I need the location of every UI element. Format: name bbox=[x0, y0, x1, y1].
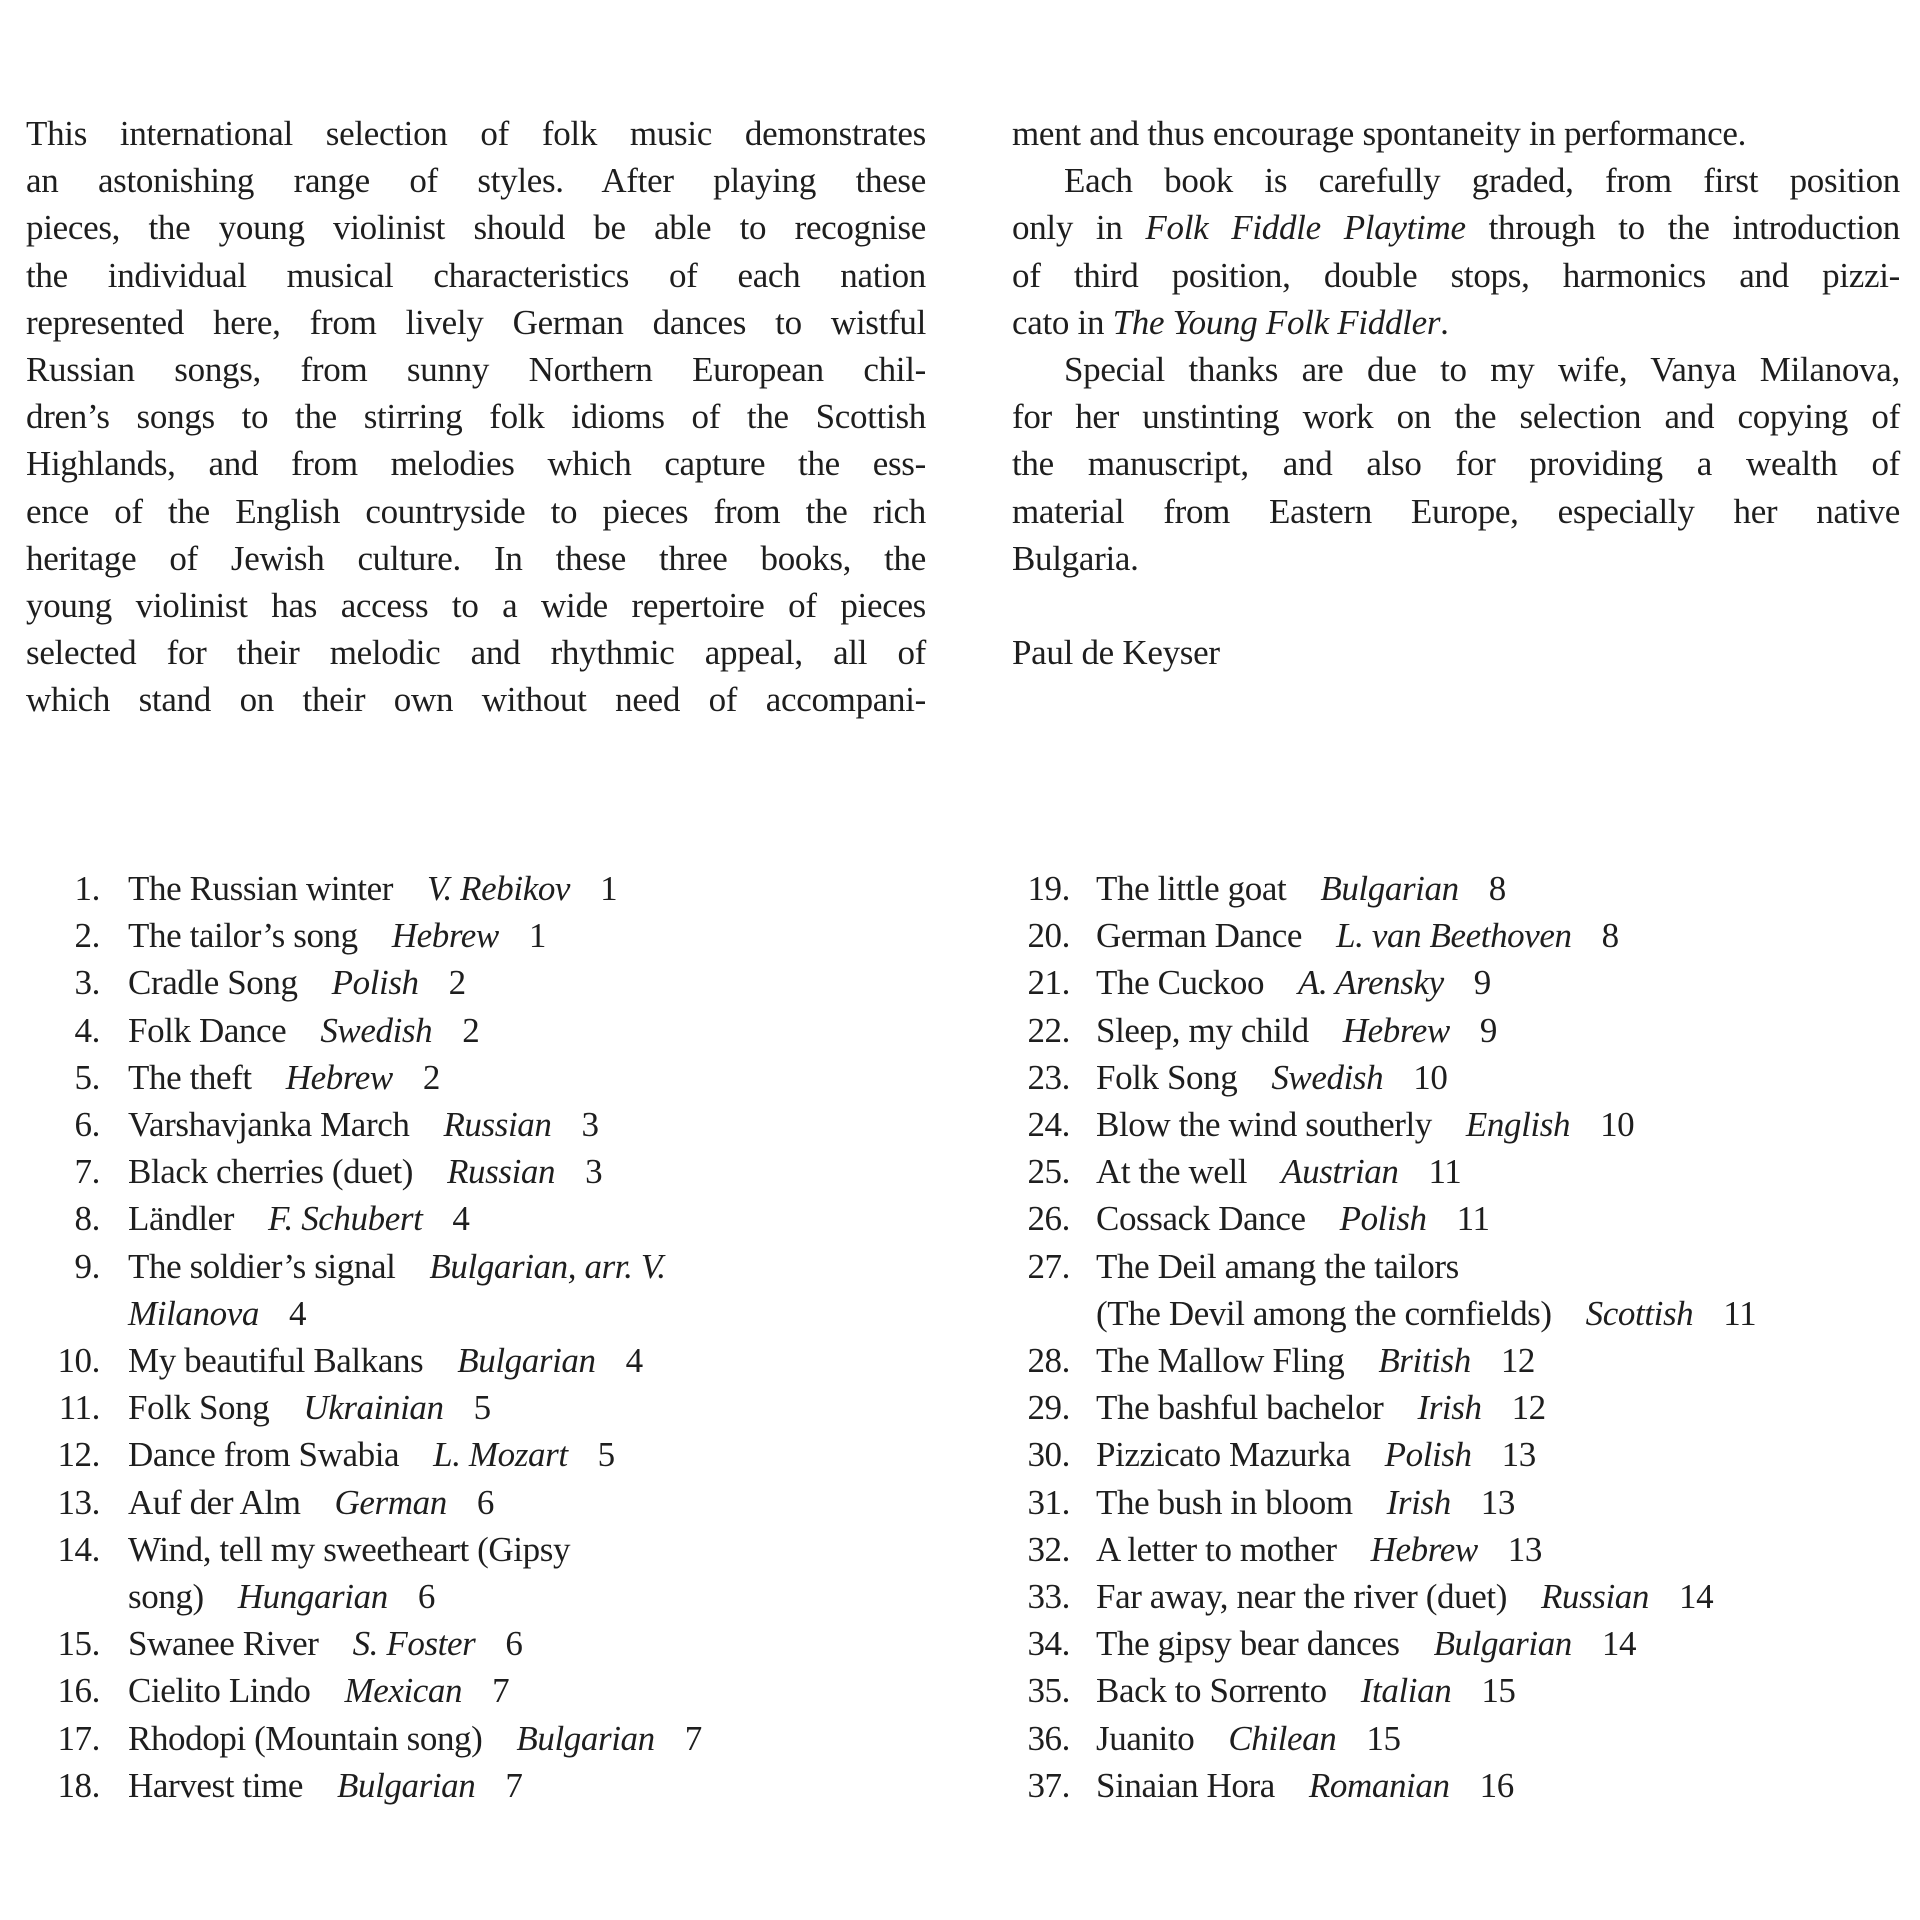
entry-number: 5. bbox=[74, 1057, 100, 1097]
entry-page-number: 8 bbox=[1601, 916, 1619, 956]
intro-line: the individual musical characteristics of each nation bbox=[26, 255, 926, 295]
entry-body bbox=[128, 1054, 960, 1101]
entry-origin: Bulgarian bbox=[1320, 869, 1459, 908]
intro-line: for her unstinting work on the selection and copying of bbox=[1012, 397, 1900, 437]
entry-page-number: 12 bbox=[1500, 1341, 1536, 1381]
intro-line: an astonishing range of styles. After playing these bbox=[26, 161, 926, 201]
entry-number: 4. bbox=[74, 1010, 100, 1050]
entry-title: At the well bbox=[1096, 1152, 1248, 1192]
contents-entry bbox=[20, 1431, 960, 1478]
entry-body bbox=[128, 1007, 960, 1054]
entry-origin: Romanian bbox=[1308, 1765, 1450, 1805]
entry-page-number: 16 bbox=[1479, 1765, 1514, 1805]
entry-title: Auf der Alm bbox=[128, 1482, 301, 1522]
entry-title: Folk Song bbox=[128, 1388, 270, 1428]
intro-line: young violinist has access to a wide repertoire of pieces bbox=[26, 586, 926, 626]
entry-number: 16. bbox=[57, 1671, 100, 1711]
entry-origin: Hebrew bbox=[1342, 1010, 1450, 1050]
intro-line: heritage of Jewish culture. In these three books, the bbox=[26, 538, 926, 578]
contents-entry bbox=[20, 1479, 960, 1526]
entry-title: Wind, tell my sweetheart (Gipsy bbox=[128, 1529, 571, 1569]
entry-page-number: 5 bbox=[473, 1388, 491, 1428]
intro-line bbox=[1012, 299, 1900, 346]
entry-body bbox=[1096, 865, 1908, 912]
entry-body bbox=[1096, 1762, 1908, 1809]
entry-page-number: 9 bbox=[1479, 1010, 1497, 1050]
entry-origin: S. Foster bbox=[352, 1624, 476, 1664]
contents-entry bbox=[20, 1054, 960, 1101]
entry-body bbox=[1096, 1620, 1908, 1667]
entry-number: 25. bbox=[1027, 1152, 1070, 1192]
entry-body bbox=[1096, 1526, 1908, 1573]
entry-origin: F. Schubert bbox=[268, 1199, 423, 1239]
intro-line: pieces, the young violinist should be able to recognise bbox=[26, 208, 926, 248]
book-title-young-folk-fiddler: The Young Folk Fiddler bbox=[1112, 302, 1441, 342]
entry-title: Folk Song bbox=[1096, 1057, 1238, 1097]
entry-title: Pizzicato Mazurka bbox=[1096, 1435, 1351, 1475]
entry-body bbox=[1096, 1479, 1908, 1526]
contents-entry bbox=[1008, 959, 1908, 1006]
entry-title: The soldier’s signal bbox=[128, 1246, 396, 1286]
entry-number: 1. bbox=[74, 869, 100, 908]
contents-entry bbox=[20, 1762, 960, 1809]
contents-entry bbox=[1008, 1054, 1908, 1101]
contents-entry bbox=[20, 1243, 960, 1337]
entry-body bbox=[1096, 1148, 1908, 1195]
text-run: through to the introduction bbox=[1465, 208, 1900, 248]
entry-body bbox=[128, 1762, 960, 1809]
entry-number: 2. bbox=[74, 916, 100, 956]
entry-origin-continued: Milanova bbox=[128, 1293, 259, 1333]
entry-page-number: 15 bbox=[1366, 1718, 1401, 1758]
entry-origin: Austrian bbox=[1281, 1152, 1399, 1192]
contents-entry bbox=[20, 1007, 960, 1054]
entry-body bbox=[1096, 1054, 1908, 1101]
entry-title: Cossack Dance bbox=[1096, 1199, 1306, 1239]
entry-number: 15. bbox=[57, 1624, 100, 1664]
entry-origin: Chilean bbox=[1228, 1718, 1337, 1758]
entry-title: Varshavjanka March bbox=[128, 1105, 410, 1145]
intro-left-column bbox=[26, 110, 926, 724]
entry-number: 9. bbox=[74, 1246, 100, 1286]
intro-line: the manuscript, and also for providing a wealth of bbox=[1012, 444, 1900, 484]
entry-page-number: 2 bbox=[448, 963, 466, 1003]
contents-entry bbox=[20, 865, 960, 912]
entry-page-number: 6 bbox=[417, 1577, 435, 1617]
contents-entry bbox=[1008, 1715, 1908, 1762]
contents-entry bbox=[1008, 1148, 1908, 1195]
contents-entry bbox=[1008, 1526, 1908, 1573]
intro-line: material from Eastern Europe, especially her native bbox=[1012, 491, 1900, 531]
intro-line: Special thanks are due to my wife, Vanya Milanova, bbox=[1064, 350, 1900, 390]
entry-origin: A. Arensky bbox=[1298, 963, 1444, 1003]
contents-entry bbox=[1008, 1101, 1908, 1148]
entry-origin: Russian bbox=[443, 1105, 552, 1145]
entry-page-number: 6 bbox=[505, 1624, 523, 1664]
entry-page-number: 10 bbox=[1413, 1057, 1448, 1097]
entry-title: The bush in bloom bbox=[1096, 1482, 1353, 1522]
contents-entry bbox=[1008, 1195, 1908, 1242]
entry-number: 3. bbox=[74, 963, 100, 1003]
entry-title: Harvest time bbox=[128, 1765, 304, 1805]
entry-title: Blow the wind southerly bbox=[1096, 1105, 1432, 1145]
entry-number: 30. bbox=[1027, 1435, 1070, 1475]
contents-entry bbox=[20, 1715, 960, 1762]
entry-title: Ländler bbox=[128, 1199, 235, 1239]
contents-entry bbox=[1008, 1007, 1908, 1054]
contents-entry bbox=[1008, 1431, 1908, 1478]
entry-body bbox=[128, 1337, 960, 1384]
entry-number: 12. bbox=[57, 1435, 100, 1475]
entry-page-number: 4 bbox=[288, 1293, 307, 1333]
entry-line bbox=[128, 1526, 960, 1573]
entry-body bbox=[1096, 1667, 1908, 1714]
contents-entry bbox=[1008, 1479, 1908, 1526]
entry-body bbox=[128, 1148, 960, 1195]
text-run: cato in bbox=[1012, 302, 1113, 342]
entry-body bbox=[128, 1479, 960, 1526]
entry-body bbox=[1096, 1337, 1908, 1384]
intro-line: Bulgaria. bbox=[1012, 538, 1139, 578]
entry-number: 7. bbox=[74, 1152, 100, 1192]
entry-origin: Ukrainian bbox=[303, 1388, 444, 1428]
contents-list-left bbox=[20, 865, 960, 1809]
entry-number: 19. bbox=[1027, 869, 1070, 908]
contents-entry bbox=[1008, 1337, 1908, 1384]
intro-paragraph-1-continued bbox=[1012, 110, 1900, 157]
entry-title: The little goat bbox=[1096, 869, 1287, 908]
entry-body bbox=[128, 1243, 960, 1337]
entry-origin: V. Rebikov bbox=[426, 869, 571, 908]
entry-page-number: 10 bbox=[1600, 1105, 1635, 1145]
intro-line: This international selection of folk music demonstrates bbox=[26, 114, 926, 153]
entry-page-number: 9 bbox=[1473, 963, 1491, 1003]
entry-title: Rhodopi (Mountain song) bbox=[128, 1718, 483, 1758]
entry-line bbox=[128, 1243, 960, 1290]
entry-body bbox=[128, 1384, 960, 1431]
entry-title: Back to Sorrento bbox=[1096, 1671, 1327, 1711]
entry-body bbox=[1096, 1007, 1908, 1054]
entry-body bbox=[1096, 1243, 1908, 1337]
entry-number: 35. bbox=[1027, 1671, 1070, 1711]
entry-line bbox=[128, 1573, 960, 1620]
contents-entry bbox=[20, 912, 960, 959]
entry-origin: German bbox=[334, 1482, 447, 1522]
entry-body bbox=[1096, 1195, 1908, 1242]
entry-body bbox=[128, 1620, 960, 1667]
entry-page-number: 11 bbox=[1723, 1293, 1757, 1333]
entry-body bbox=[128, 1431, 960, 1478]
entry-origin: L. van Beethoven bbox=[1336, 916, 1572, 956]
entry-body bbox=[1096, 1715, 1908, 1762]
contents-entry bbox=[20, 1620, 960, 1667]
entry-body bbox=[1096, 1384, 1908, 1431]
entry-number: 11. bbox=[58, 1388, 100, 1428]
entry-title: My beautiful Balkans bbox=[128, 1341, 424, 1381]
entry-title: The theft bbox=[128, 1057, 252, 1097]
entry-number: 36. bbox=[1027, 1718, 1070, 1758]
entry-origin: Swedish bbox=[320, 1010, 433, 1050]
contents-entry bbox=[20, 1101, 960, 1148]
entry-origin: L. Mozart bbox=[433, 1435, 568, 1475]
entry-page-number: 3 bbox=[585, 1152, 603, 1192]
intro-paragraph-1 bbox=[26, 110, 926, 724]
contents-entry bbox=[20, 1148, 960, 1195]
entry-origin: Hebrew bbox=[391, 916, 499, 956]
contents-entry bbox=[20, 959, 960, 1006]
entry-number: 26. bbox=[1027, 1199, 1070, 1239]
entry-origin: Hungarian bbox=[237, 1577, 388, 1617]
entry-page-number: 7 bbox=[492, 1671, 510, 1711]
intro-line: selected for their melodic and rhythmic appeal, all of bbox=[26, 633, 926, 673]
entry-page-number: 4 bbox=[452, 1199, 470, 1239]
entry-page-number: 2 bbox=[422, 1057, 440, 1097]
intro-line: dren’s songs to the stirring folk idioms of the Scottish bbox=[26, 397, 926, 437]
entry-body bbox=[128, 1526, 960, 1620]
entry-origin: Bulgarian, arr. V. bbox=[429, 1246, 666, 1286]
entry-page-number: 12 bbox=[1511, 1388, 1546, 1428]
entry-body bbox=[128, 912, 960, 959]
entry-number: 31. bbox=[1027, 1482, 1070, 1522]
entry-page-number: 7 bbox=[684, 1718, 702, 1758]
entry-page-number: 13 bbox=[1480, 1482, 1515, 1522]
contents-entry bbox=[20, 1526, 960, 1620]
entry-number: 13. bbox=[57, 1482, 100, 1522]
entry-title: The Russian winter bbox=[128, 869, 393, 908]
entry-number: 20. bbox=[1027, 916, 1070, 956]
entry-origin: Bulgarian bbox=[337, 1765, 476, 1805]
entry-body bbox=[128, 1195, 960, 1242]
entry-body bbox=[128, 865, 960, 912]
entry-page-number: 11 bbox=[1456, 1199, 1490, 1239]
contents-entry bbox=[1008, 1384, 1908, 1431]
entry-number: 17. bbox=[57, 1718, 100, 1758]
entry-number: 23. bbox=[1027, 1057, 1070, 1097]
entry-origin: Polish bbox=[1384, 1435, 1472, 1475]
contents-entry bbox=[20, 1195, 960, 1242]
intro-line: ence of the English countryside to pieces from the rich bbox=[26, 491, 926, 531]
entry-page-number: 13 bbox=[1501, 1435, 1536, 1475]
entry-page-number: 11 bbox=[1428, 1152, 1462, 1192]
entry-origin: British bbox=[1378, 1341, 1471, 1381]
text-run: only in bbox=[1012, 208, 1146, 248]
entry-title: The Deil amang the tailors bbox=[1096, 1246, 1459, 1286]
entry-origin: Polish bbox=[331, 963, 419, 1003]
entry-number: 10. bbox=[57, 1341, 100, 1381]
entry-page-number: 13 bbox=[1507, 1529, 1542, 1569]
contents-entry bbox=[1008, 865, 1908, 912]
entry-body bbox=[128, 1667, 960, 1714]
intro-paragraph-2 bbox=[1012, 157, 1900, 346]
entry-page-number: 3 bbox=[581, 1105, 599, 1145]
entry-origin: Scottish bbox=[1585, 1293, 1694, 1333]
entry-title: Dance from Swabia bbox=[128, 1435, 400, 1475]
entry-number: 21. bbox=[1027, 963, 1070, 1003]
intro-paragraph-3 bbox=[1012, 346, 1900, 582]
entry-origin: Mexican bbox=[344, 1671, 463, 1711]
entry-number: 18. bbox=[57, 1765, 100, 1805]
entry-line bbox=[128, 1290, 960, 1337]
entry-origin: Italian bbox=[1360, 1671, 1452, 1711]
entry-page-number: 6 bbox=[476, 1482, 494, 1522]
intro-line: represented here, from lively German dances to wistful bbox=[26, 302, 926, 342]
intro-line: ment and thus encourage spontaneity in performance. bbox=[1012, 114, 1747, 153]
entry-line bbox=[1096, 1290, 1908, 1337]
entry-number: 33. bbox=[1027, 1577, 1070, 1617]
entry-number: 32. bbox=[1027, 1529, 1070, 1569]
entry-title: Black cherries (duet) bbox=[128, 1152, 414, 1192]
entry-page-number: 2 bbox=[462, 1010, 480, 1050]
entry-page-number: 4 bbox=[625, 1341, 643, 1381]
entry-origin: Bulgarian bbox=[516, 1718, 655, 1758]
entry-title: The tailor’s song bbox=[128, 916, 358, 956]
entry-title: A letter to mother bbox=[1096, 1529, 1337, 1569]
book-title-folk-fiddle-playtime: Folk Fiddle Playtime bbox=[1145, 208, 1466, 248]
contents-entry bbox=[1008, 1620, 1908, 1667]
entry-origin: Bulgarian bbox=[1433, 1624, 1572, 1664]
entry-title: Cradle Song bbox=[128, 963, 298, 1003]
entry-page-number: 8 bbox=[1488, 869, 1506, 908]
entry-origin: Irish bbox=[1417, 1388, 1482, 1428]
entry-origin: Hebrew bbox=[1370, 1529, 1478, 1569]
entry-title: Juanito bbox=[1096, 1718, 1195, 1758]
entry-number: 6. bbox=[74, 1105, 100, 1145]
intro-line: Highlands, and from melodies which capture the ess- bbox=[26, 444, 926, 484]
entry-page-number: 14 bbox=[1679, 1577, 1714, 1617]
contents-entry bbox=[20, 1667, 960, 1714]
contents-entry bbox=[1008, 1243, 1908, 1337]
entry-body bbox=[1096, 1431, 1908, 1478]
entry-title: Folk Dance bbox=[128, 1010, 287, 1050]
text-run: . bbox=[1440, 302, 1449, 342]
entry-origin: Irish bbox=[1386, 1482, 1451, 1522]
contents-entry bbox=[1008, 1762, 1908, 1809]
entry-body bbox=[1096, 912, 1908, 959]
entry-title: Sinaian Hora bbox=[1096, 1765, 1275, 1805]
contents-entry bbox=[1008, 1667, 1908, 1714]
intro-right-column bbox=[1012, 110, 1900, 676]
entry-page-number: 7 bbox=[505, 1765, 523, 1805]
entry-page-number: 15 bbox=[1481, 1671, 1516, 1711]
entry-title: German Dance bbox=[1096, 916, 1303, 956]
entry-origin: Russian bbox=[1540, 1577, 1649, 1617]
intro-line: of third position, double stops, harmonics and pizzi- bbox=[1012, 255, 1900, 295]
entry-title-continued: (The Devil among the cornfields) bbox=[1096, 1293, 1552, 1333]
contents-entry bbox=[1008, 1573, 1908, 1620]
entry-number: 22. bbox=[1027, 1010, 1070, 1050]
entry-body bbox=[1096, 959, 1908, 1006]
contents-list-right bbox=[1008, 865, 1908, 1809]
intro-line: Russian songs, from sunny Northern European chil- bbox=[26, 350, 926, 390]
entry-origin: Hebrew bbox=[285, 1057, 393, 1097]
entry-number: 28. bbox=[1027, 1341, 1070, 1381]
entry-origin: Bulgarian bbox=[457, 1341, 596, 1381]
entry-page-number: 5 bbox=[597, 1435, 615, 1475]
entry-body bbox=[128, 959, 960, 1006]
entry-number: 14. bbox=[57, 1529, 100, 1569]
author-signature: Paul de Keyser bbox=[1012, 633, 1220, 673]
intro-line bbox=[1012, 204, 1900, 251]
contents-entry bbox=[20, 1384, 960, 1431]
entry-origin: English bbox=[1465, 1105, 1571, 1145]
entry-title: Swanee River bbox=[128, 1624, 319, 1664]
entry-number: 29. bbox=[1027, 1388, 1070, 1428]
entry-origin: Swedish bbox=[1271, 1057, 1384, 1097]
entry-title: Far away, near the river (duet) bbox=[1096, 1577, 1507, 1617]
entry-page-number: 14 bbox=[1601, 1624, 1637, 1664]
entry-origin: Polish bbox=[1339, 1199, 1427, 1239]
intro-line: Each book is carefully graded, from first position bbox=[1064, 161, 1900, 201]
intro-line: which stand on their own without need of accompani- bbox=[26, 680, 926, 720]
entry-number: 24. bbox=[1027, 1105, 1070, 1145]
entry-title: The gipsy bear dances bbox=[1096, 1624, 1400, 1664]
entry-title: Cielito Lindo bbox=[128, 1671, 311, 1711]
entry-number: 37. bbox=[1027, 1765, 1070, 1805]
entry-title: The Cuckoo bbox=[1096, 963, 1265, 1003]
entry-title: The bashful bachelor bbox=[1096, 1388, 1384, 1428]
entry-line bbox=[1096, 1243, 1908, 1290]
entry-number: 27. bbox=[1027, 1246, 1070, 1286]
entry-title: Sleep, my child bbox=[1096, 1010, 1309, 1050]
contents-entry bbox=[1008, 912, 1908, 959]
entry-number: 34. bbox=[1027, 1624, 1070, 1664]
entry-title-continued: song) bbox=[128, 1577, 204, 1617]
entry-origin: Russian bbox=[447, 1152, 556, 1192]
entry-body bbox=[128, 1715, 960, 1762]
entry-number: 8. bbox=[74, 1199, 100, 1239]
entry-title: The Mallow Fling bbox=[1096, 1341, 1345, 1381]
entry-body bbox=[128, 1101, 960, 1148]
entry-body bbox=[1096, 1573, 1908, 1620]
entry-page-number: 1 bbox=[600, 869, 618, 908]
entry-page-number: 1 bbox=[528, 916, 546, 956]
contents-entry bbox=[20, 1337, 960, 1384]
entry-body bbox=[1096, 1101, 1908, 1148]
